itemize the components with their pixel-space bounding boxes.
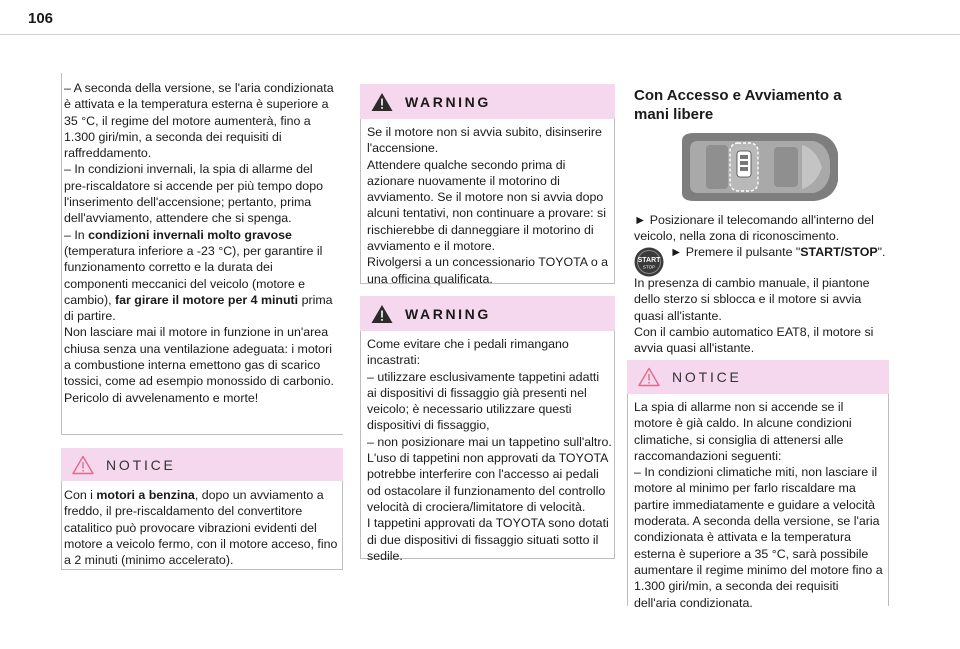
right-notice-rule-left — [627, 394, 628, 606]
ac-paragraph: – A seconda della versione, se l'aria condizionata è attivata e la temperatura esterna è superiore a 35 °C, il regime del motore aumenterà, fino a 1.300 giri/min, a seconda dei requisiti di raffreddamento. — [64, 81, 334, 161]
warning-2-line-1: Come evitare che i pedali rimangano incastrati: — [367, 337, 569, 368]
right-notice-rule-right — [888, 394, 889, 606]
right-notice-text — [634, 399, 884, 611]
warning-triangle-icon — [371, 304, 393, 324]
right-notice-line-2: – In condizioni climatiche miti, non lasciare il motore al minimo per farlo riscaldare ma partire immediatamente e guidare a velocità moderata. A seconda della versione, se l'aria condizionata è attivata e la temperatura esterna è superiore a 35 °C, sarà possibile aumentare il regime minimo del motore fino a 1.300 giri/min, a seconda dei requisiti dell'aria condizionata. — [634, 465, 883, 610]
warning-2-line-4: L'uso di tappetini non approvati da TOYOTA potrebbe interferire con l'accesso ai pedali od ostacolare il funzionamento del controllo velocità di crociera/limitatore di velocità. — [367, 451, 608, 514]
warning-1-header — [360, 84, 615, 119]
left-column-rule — [61, 73, 62, 435]
severe-winter-suffix: prima di partire. — [64, 292, 333, 324]
car-key-zone-illustration — [676, 131, 841, 203]
warning-2-line-3: – non posizionare mai un tappetino sull'altro. — [367, 434, 612, 449]
notice-triangle-icon — [638, 367, 660, 387]
left-column-text — [64, 80, 336, 406]
right-steps — [634, 212, 884, 245]
step-2-suffix: ". — [877, 245, 886, 259]
warning-2-line-2: – utilizzare esclusivamente tappetini adatti ai dispositivi di fissaggio già presenti nel veicolo; è necessario utilizzare questi dispositivi di fissaggio, — [367, 369, 600, 433]
stop-icon-label: STOP — [642, 264, 656, 270]
left-column-rule-bottom — [61, 434, 343, 435]
left-notice-title: NOTICE — [106, 456, 176, 473]
right-notice-header — [627, 360, 889, 394]
warning-1-line-1: Se il motore non si avvia subito, disinserire l'accensione. — [367, 125, 602, 156]
right-notice-line-1: La spia di allarme non si accende se il motore è già caldo. In alcune condizioni climatiche, si consiglia di attenersi alle raccomandazioni seguenti: — [634, 400, 852, 463]
run-engine-bold: far girare il motore per 4 minuti — [114, 292, 299, 307]
severe-winter-mid: (temperatura inferiore a -23 °C), per garantire il funzionamento corretto e la durata dei componenti meccanici del veicolo (motore e cambio), — [64, 243, 323, 307]
severe-winter-prefix: – In — [64, 227, 89, 242]
notice-triangle-icon — [72, 455, 94, 475]
winter-paragraph: – In condizioni invernali, la spia di allarme del pre-riscaldatore si accende per più tempo dopo l'inserimento dell'accensione; pertanto, prima dell'avviamento, attendere che si spenga. — [64, 162, 323, 226]
manual-gearbox-paragraph: In presenza di cambio manuale, il piantone dello sterzo si sblocca e il motore si avvia quasi all'istante. — [634, 276, 870, 323]
automatic-gearbox-paragraph: Con il cambio automatico EAT8, il motore si avvia quasi all'istante. — [634, 324, 874, 356]
left-notice-prefix: Con i — [64, 488, 97, 502]
page-number: 106 — [28, 10, 54, 27]
start-stop-label: START/STOP — [800, 245, 878, 259]
warning-2-header — [360, 296, 615, 331]
header-divider — [0, 34, 960, 35]
warning-2-text — [367, 336, 612, 564]
ventilation-paragraph: Non lasciare mai il motore in funzione in un'area chiusa senza una ventilazione adeguata: i motori a combustione interna emettono gas di scarico tossici, come ad esempio monossido di carbonio. Pericolo di avvelenamento e morte! — [64, 325, 334, 405]
warning-1-line-3: Rivolgersi a un concessionario TOYOTA o a una officina qualificata. — [367, 255, 609, 286]
left-notice-header — [61, 448, 343, 481]
start-stop-button-icon — [634, 247, 664, 277]
step-2 — [670, 244, 890, 260]
warning-1-text — [367, 124, 612, 287]
warning-1-line-2: Attendere qualche secondo prima di azionare nuovamente il motorino di avviamento. Se il motore non si avvia dopo alcuni tentativi, non continuare a provare: si rischierebbe di danneggiare il motorino di avviamento e il motore. — [367, 157, 607, 254]
start-icon-label: START — [637, 257, 661, 264]
left-notice-bold: motori a benzina — [96, 488, 195, 502]
warning-2-line-5: I tappetini approvati da TOYOTA sono dotati di due dispositivi di fissaggio situati sotto il sedile. — [367, 516, 609, 563]
warning-1-title: WARNING — [405, 93, 491, 110]
warning-triangle-icon — [371, 92, 393, 112]
severe-winter-paragraph — [64, 227, 336, 325]
section-title: Con Accesso e Avviamento a mani libere — [634, 87, 842, 123]
step-1: ► Posizionare il telecomando all'interno del veicolo, nella zona di riconoscimento. — [634, 213, 874, 244]
right-notice-title: NOTICE — [672, 369, 742, 385]
step-2-prefix: ► Premere il pulsante " — [670, 245, 801, 259]
warning-2-title: WARNING — [405, 305, 491, 322]
right-paragraphs — [634, 275, 886, 356]
severe-winter-bold: condizioni invernali molto gravose — [88, 227, 292, 242]
left-notice-text — [64, 487, 338, 568]
left-notice-suffix: , dopo un avviamento a freddo, il pre-riscaldamento del convertitore catalitico può provocare vibrazioni evidenti del motore a veicolo fermo, con il motore acceso, fino a 2 minuti (minimo accelerato). — [64, 488, 338, 568]
